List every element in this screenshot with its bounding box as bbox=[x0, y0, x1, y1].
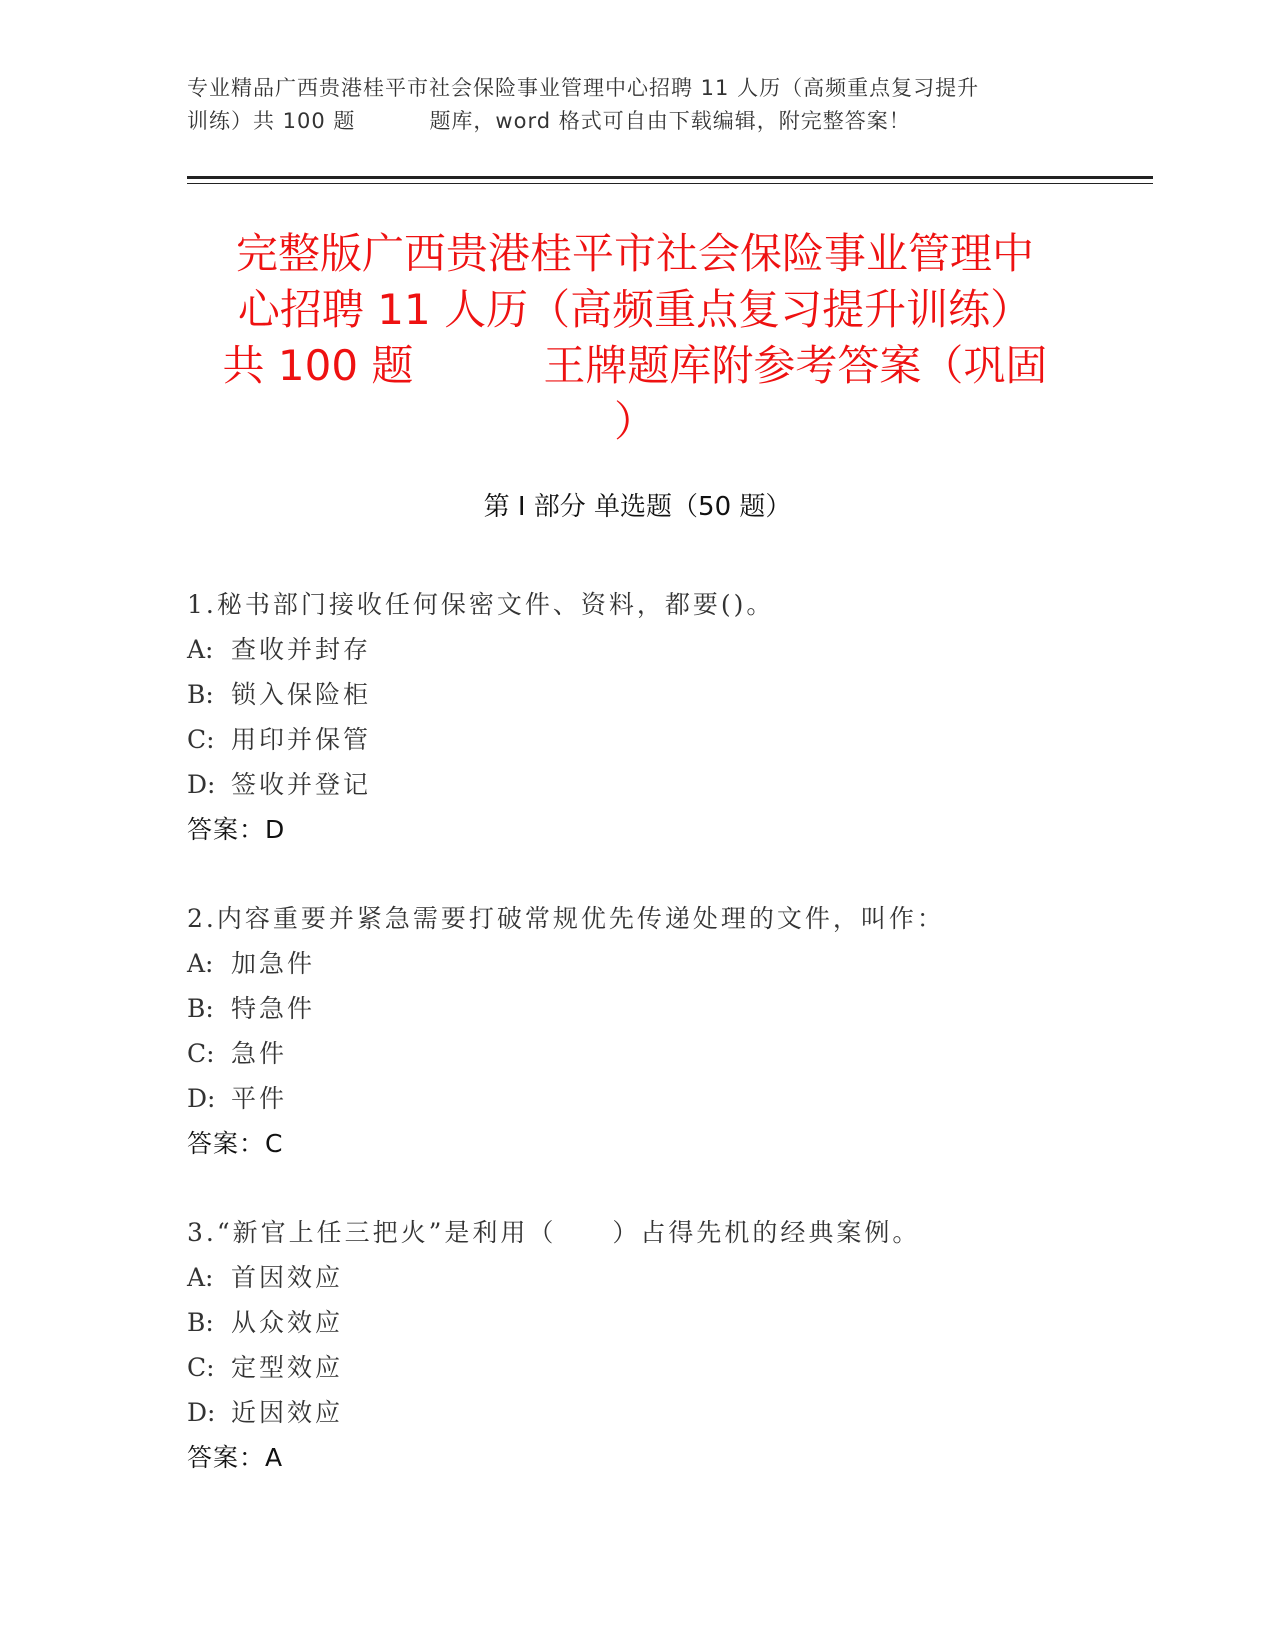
document-title bbox=[190, 226, 1080, 450]
header-note-line-1: 专业精品广西贵港桂平市社会保险事业管理中心招聘 11 人历（高频重点复习提升 bbox=[187, 76, 980, 100]
answer-line: 答案：D bbox=[187, 815, 286, 844]
option-d bbox=[187, 762, 1147, 807]
question-item bbox=[187, 896, 1147, 1166]
option-b bbox=[187, 1300, 1147, 1345]
option-key: B: bbox=[187, 680, 214, 709]
option-key: C: bbox=[187, 1353, 215, 1382]
option-key: D: bbox=[187, 1084, 216, 1113]
option-key: D: bbox=[187, 770, 216, 799]
option-c bbox=[187, 717, 1147, 762]
answer-line: 答案：C bbox=[187, 1129, 284, 1158]
option-text: 查收并封存 bbox=[231, 635, 372, 664]
option-text: 首因效应 bbox=[231, 1263, 344, 1292]
option-text: 定型效应 bbox=[231, 1353, 344, 1382]
option-c bbox=[187, 1345, 1147, 1390]
option-text: 急件 bbox=[231, 1039, 288, 1068]
title-line-3 bbox=[190, 338, 1080, 394]
option-key: B: bbox=[187, 994, 214, 1023]
option-c bbox=[187, 1031, 1147, 1076]
option-text: 加急件 bbox=[231, 949, 316, 978]
option-text: 特急件 bbox=[231, 994, 316, 1023]
option-key: A: bbox=[187, 949, 214, 978]
option-key: C: bbox=[187, 725, 215, 754]
option-text: 从众效应 bbox=[231, 1308, 344, 1337]
header-divider-thin bbox=[187, 183, 1153, 184]
option-text: 平件 bbox=[231, 1084, 288, 1113]
question-list bbox=[187, 582, 1147, 1524]
header-note-line-2 bbox=[187, 105, 1087, 138]
option-b bbox=[187, 986, 1147, 1031]
title-line-4: ） bbox=[613, 397, 656, 446]
header-note bbox=[187, 72, 1087, 138]
option-a bbox=[187, 941, 1147, 986]
question-stem: 1.秘书部门接收任何保密文件、资料，都要()。 bbox=[187, 590, 775, 619]
option-text: 锁入保险柜 bbox=[231, 680, 372, 709]
question-item bbox=[187, 582, 1147, 852]
question-stem: 3.“新官上任三把火”是利用（ ）占得先机的经典案例。 bbox=[187, 1218, 921, 1247]
option-key: A: bbox=[187, 1263, 214, 1292]
option-b bbox=[187, 672, 1147, 717]
option-a bbox=[187, 627, 1147, 672]
option-key: A: bbox=[187, 635, 214, 664]
header-note-line-2-end: 题库，word 格式可自由下载编辑，附完整答案！ bbox=[429, 109, 911, 133]
option-text: 近因效应 bbox=[231, 1398, 344, 1427]
answer-line: 答案：A bbox=[187, 1443, 284, 1472]
option-key: D: bbox=[187, 1398, 216, 1427]
title-line-3-start: 共 100 题 bbox=[222, 341, 414, 390]
header-divider-thick bbox=[187, 176, 1153, 179]
header-note-line-2-start: 训练）共 100 题 bbox=[187, 109, 356, 133]
section-heading: 第 I 部分 单选题（50 题） bbox=[483, 492, 792, 522]
title-line-3-end: 王牌题库附参考答案（巩固 bbox=[543, 341, 1048, 390]
option-d bbox=[187, 1076, 1147, 1121]
option-key: B: bbox=[187, 1308, 214, 1337]
title-line-1: 完整版广西贵港桂平市社会保险事业管理中 bbox=[235, 229, 1034, 278]
option-text: 用印并保管 bbox=[231, 725, 372, 754]
title-line-2: 心招聘 11 人历（高频重点复习提升训练） bbox=[237, 285, 1033, 334]
option-text: 签收并登记 bbox=[231, 770, 372, 799]
question-item bbox=[187, 1210, 1147, 1480]
option-a bbox=[187, 1255, 1147, 1300]
option-d bbox=[187, 1390, 1147, 1435]
question-stem: 2.内容重要并紧急需要打破常规优先传递处理的文件，叫作： bbox=[187, 904, 945, 933]
option-key: C: bbox=[187, 1039, 215, 1068]
